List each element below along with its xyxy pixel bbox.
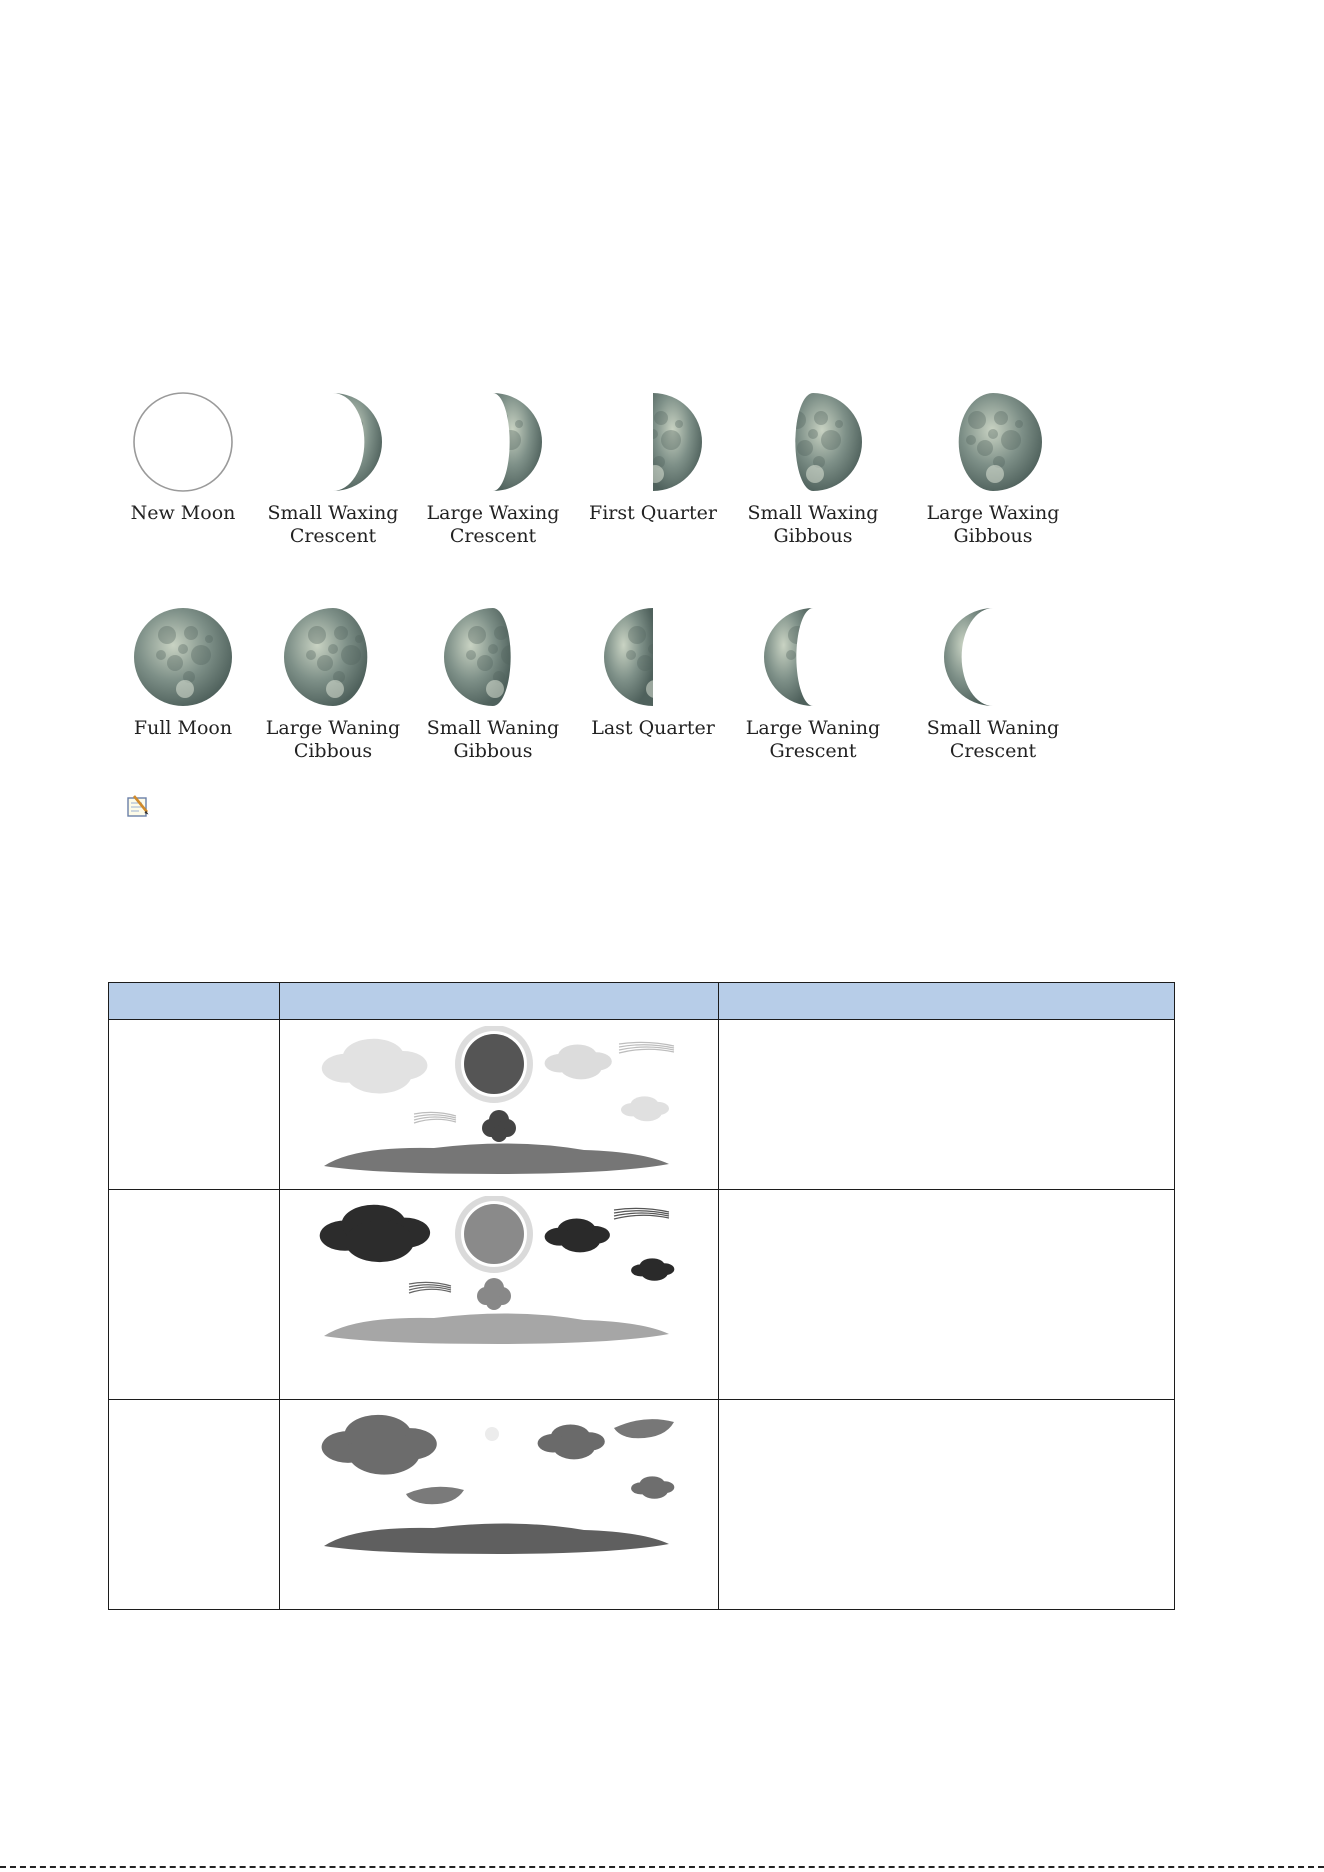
large-waxing-crescent-moon <box>441 390 545 494</box>
table-cell-description <box>719 1400 1175 1610</box>
moon-phase-label: First Quarter <box>589 502 717 524</box>
moon-phase-small-waxing-crescent <box>258 390 408 548</box>
moon-phase-label: Small Waning Gibbous <box>426 717 560 762</box>
cloud-center-right <box>545 1044 612 1079</box>
new-moon-moon <box>131 390 235 494</box>
blob-top-right <box>614 1419 674 1438</box>
moon-phase-label: Last Quarter <box>591 717 715 739</box>
moon-phase-small-waning-crescent <box>918 605 1068 763</box>
wind-streak-top <box>614 1208 669 1219</box>
last-quarter-moon <box>601 605 705 709</box>
cloud-small-right <box>631 1476 674 1498</box>
wind-streak-mid <box>409 1282 451 1293</box>
moon-phase-large-waning-cibbous <box>258 605 408 763</box>
table-row <box>109 1400 1175 1610</box>
moon-phase-first-quarter <box>578 390 728 525</box>
table-cell-label <box>109 1190 280 1400</box>
moon-phase-label: Large Waning Cibbous <box>265 717 401 762</box>
table-header-row <box>109 983 1175 1020</box>
table-cell-label <box>109 1020 280 1190</box>
moon-phase-large-waxing-gibbous <box>918 390 1068 548</box>
cloud-left <box>322 1039 428 1094</box>
wind-streak-mid <box>414 1112 456 1123</box>
moon-phase-new-moon <box>108 390 258 525</box>
wind-streak-top <box>619 1042 674 1053</box>
header-cell-3 <box>719 983 1175 1020</box>
moon-phase-label: Small Waxing Gibbous <box>747 502 879 547</box>
cloud-center-right <box>545 1218 610 1252</box>
moon-phase-large-waning-grescent <box>738 605 888 763</box>
large-waning-grescent-moon <box>761 605 865 709</box>
large-waning-cibbous-moon <box>281 605 385 709</box>
moon-phase-label: Large Waxing Gibbous <box>926 502 1060 547</box>
cloud-small-right <box>631 1258 674 1280</box>
moon-phase-full-moon <box>108 605 258 740</box>
cloud-left <box>320 1205 430 1262</box>
header-cell-1 <box>109 983 280 1020</box>
table-cell-image <box>280 1400 719 1610</box>
first-quarter-moon <box>601 390 705 494</box>
small-waning-crescent-moon <box>941 605 1045 709</box>
table-cell-description <box>719 1190 1175 1400</box>
moon-phase-row-1 <box>108 390 1058 560</box>
page-bottom-rule <box>0 1866 1324 1868</box>
moon-phase-label: Small Waxing Crescent <box>267 502 399 547</box>
table-cell-description <box>719 1020 1175 1190</box>
scene-dark-image <box>314 1196 684 1354</box>
scene-light-image <box>314 1026 684 1184</box>
blob-mid-left <box>406 1487 464 1504</box>
moon-phase-large-waxing-crescent <box>418 390 568 548</box>
ground <box>324 1143 669 1174</box>
table-cell-label <box>109 1400 280 1610</box>
scene-table <box>108 982 1175 1610</box>
faint-sun <box>485 1427 499 1441</box>
moon-phase-small-waxing-gibbous <box>738 390 888 548</box>
small-waxing-crescent-moon <box>281 390 385 494</box>
moon-phase-label: Small Waning Crescent <box>926 717 1060 762</box>
cloud-center-right <box>538 1424 605 1459</box>
note-pencil-icon[interactable] <box>125 793 151 819</box>
header-cell-2 <box>280 983 719 1020</box>
cloud-small-right <box>621 1096 669 1121</box>
moon-phase-label: New Moon <box>130 502 236 524</box>
tree <box>482 1110 516 1142</box>
moon-phase-label: Large Waxing Crescent <box>426 502 560 547</box>
small-waning-gibbous-moon <box>441 605 545 709</box>
tree <box>477 1278 511 1310</box>
cloud-left <box>322 1415 437 1475</box>
full-moon-moon <box>131 605 235 709</box>
table-row <box>109 1190 1175 1400</box>
large-waxing-gibbous-moon <box>941 390 1045 494</box>
scene-storm-image <box>314 1406 684 1564</box>
ground <box>324 1523 669 1554</box>
table-row <box>109 1020 1175 1190</box>
moon-phase-small-waning-gibbous <box>418 605 568 763</box>
small-waxing-gibbous-moon <box>761 390 865 494</box>
sun-disc <box>464 1204 524 1264</box>
table-cell-image <box>280 1190 719 1400</box>
table-cell-image <box>280 1020 719 1190</box>
sun-disc <box>464 1034 524 1094</box>
moon-phase-label: Full Moon <box>133 717 233 739</box>
moon-phase-label: Large Waning Grescent <box>745 717 881 762</box>
ground <box>324 1313 669 1344</box>
moon-phase-row-2 <box>108 605 1058 775</box>
moon-phase-last-quarter <box>578 605 728 740</box>
